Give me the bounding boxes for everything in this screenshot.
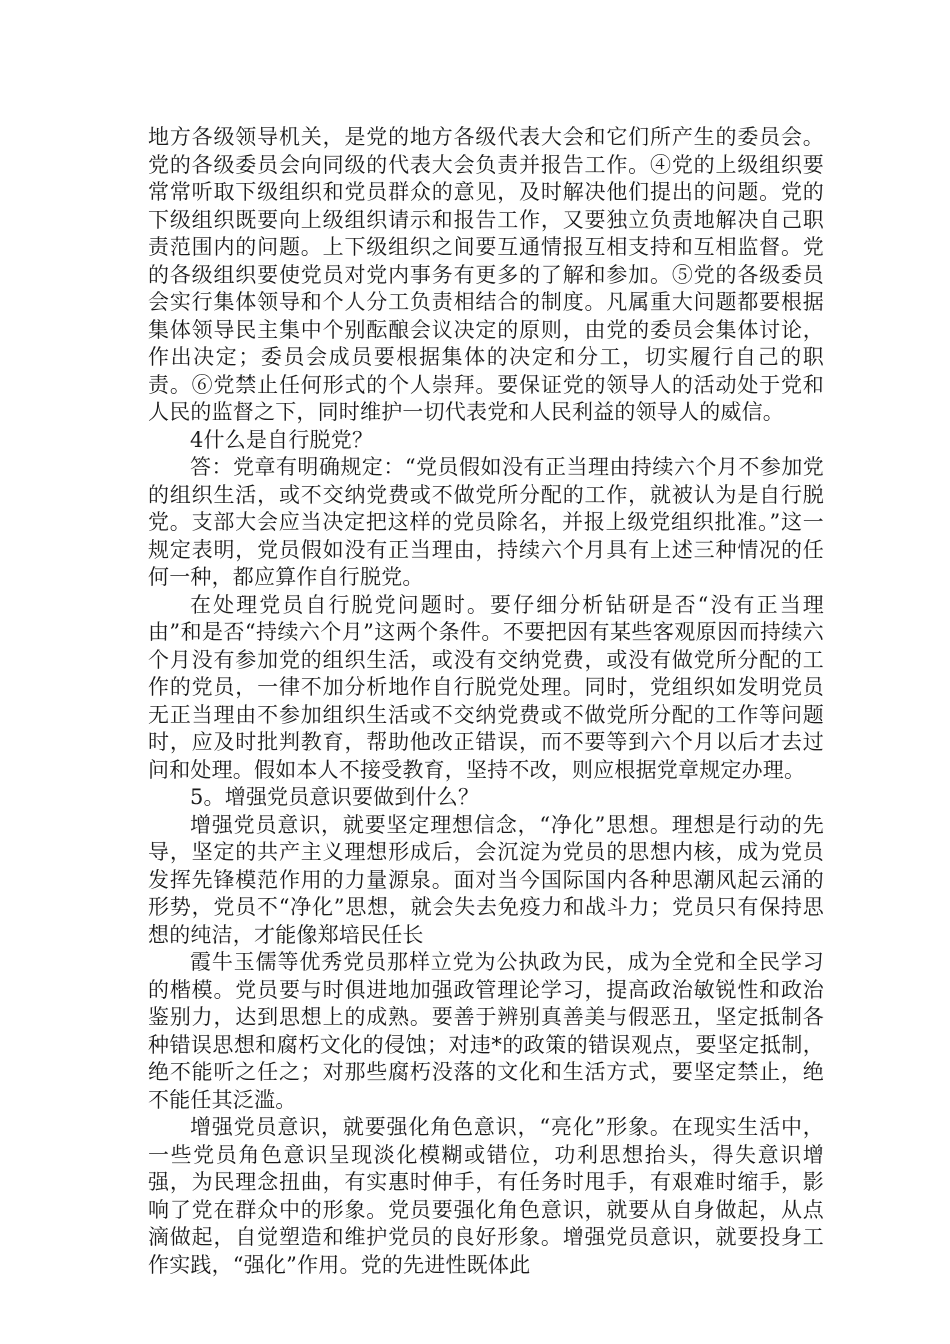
model-members-paragraph: 霞牛玉儒等优秀党员那样立党为公执政为民，成为全党和全民学习的楷模。党员要与时俱进地加强政管理论学习，提高政治敏锐性和政治鉴别力，达到思想上的成熟。要善于辨别真善美与假恶丑，坚定抵制各种错误思想和腐朽文化的侵蚀；对违*的政策的错误观点，要坚定抵制，绝不能听之任之；对那些腐朽没落的文化和生活方式，要坚定禁止，绝不能任其泛滥。: [148, 950, 824, 1112]
ideals-paragraph: 增强党员意识，就要坚定理想信念，“净化”思想。理想是行动的先导，坚定的共产主义理想形成后，会沉淀为党员的思想内核，成为党员发挥先锋模范作用的力量源泉。面对当今国际国内各种思潮风起云涌的形势，党员不“净化”思想，就会失去免疫力和战斗力；党员只有保持思想的纯洁，才能像郑培民任长: [148, 812, 824, 947]
question-heading-5: 5。增强党员意识要做到什么？: [190, 785, 480, 809]
handling-paragraph: 在处理党员自行脱党问题时。要仔细分析钻研是否“没有正当理由”和是否“持续六个月”这两个条件。不要把因有某些客观原因而持续六个月没有参加党的组织生活，或没有交纳党费，或没有做党所分配的工作的党员，一律不加分析地作自行脱党处理。同时，党组织如发明党员无正当理由不参加组织生活或不交纳党费或不做党所分配的工作等问题时，应及时批判教育，帮助他改正错误，而不要等到六个月以后才去过问和处理。假如本人不接受教育，坚持不改，则应根据党章规定办理。: [148, 592, 824, 782]
answer-paragraph-4: 答：党章有明确规定：“党员假如没有正当理由持续六个月不参加党的组织生活，或不交纳党费或不做党所分配的工作，就被认为是自行脱党。支部大会应当决定把这样的党员除名，并报上级党组织批准。”这一规定表明，党员假如没有正当理由，持续六个月具有上述三种情况的任何一种，都应算作自行脱党。: [148, 455, 824, 589]
question-heading-4: 4什么是自行脱党？: [190, 427, 374, 452]
paragraph-leadership-principles: 地方各级领导机关，是党的地方各级代表大会和它们所产生的委员会。党的各级委员会向同级的代表大会负责并报告工作。④党的上级组织要常常听取下级组织和党员群众的意见，及时解决他们提出的问题。党的下级组织既要向上级组织请示和报告工作，又要独立负责地解决自己职责范围内的问题。上下级组织之间要互通情报互相支持和互相监督。党的各级组织要使党员对党内事务有更多的了解和参加。⑤党的各级委员会实行集体领导和个人分工负责相结合的制度。凡属重大问题都要根据集体领导民主集中个别酝酿会议决定的原则，由党的委员会集体讨论，作出决定；委员会成员要根据集体的决定和分工，切实履行自己的职责。⑥党禁止任何形式的个人崇拜。要保证党的领导人的活动处于党和人民的监督之下，同时维护一切代表党和人民利益的领导人的威信。: [148, 125, 824, 424]
role-awareness-paragraph: 增强党员意识，就要强化角色意识，“亮化”形象。在现实生活中，一些党员角色意识呈现淡化模糊或错位，功利思想抬头，得失意识增强，为民理念扭曲，有实惠时伸手，有任务时甩手，有艰难时缩手，影响了党在群众中的形象。党员要强化角色意识，就要从自身做起，从点滴做起，自觉塑造和维护党员的良好形象。增强党员意识，就要投身工作实践，“强化”作用。党的先进性既体此: [148, 1115, 824, 1277]
document-body: [148, 124, 824, 1279]
